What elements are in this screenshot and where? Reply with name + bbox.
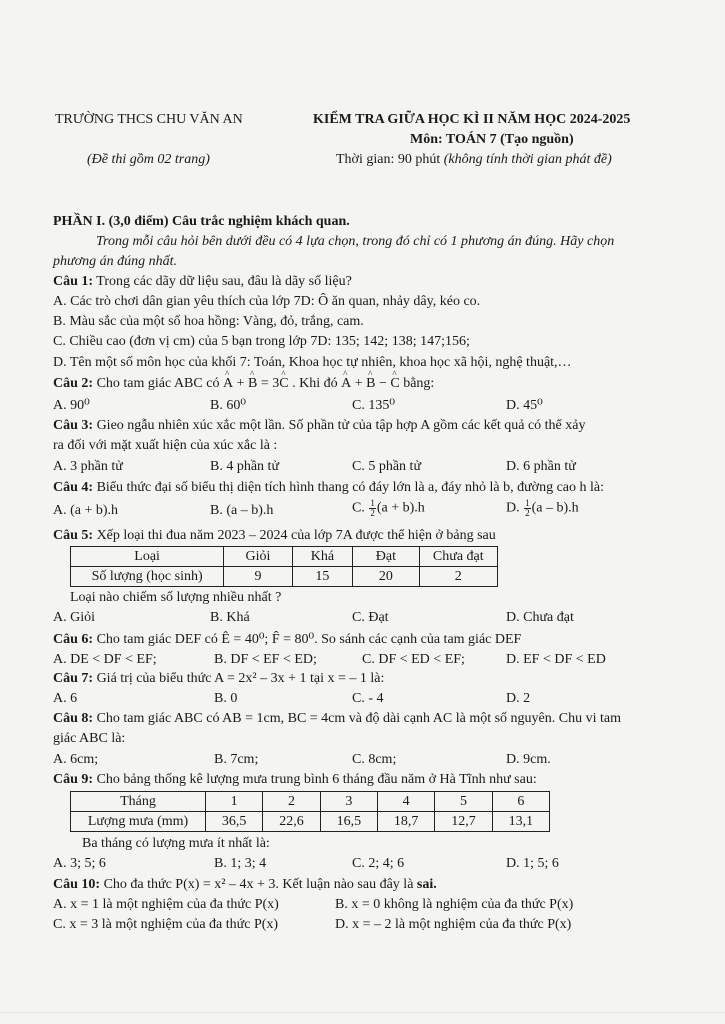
q4-option-b: B. (a – b).h xyxy=(210,503,274,518)
q3-option-b: B. 4 phần tử xyxy=(210,459,280,474)
question-label: Câu 1: xyxy=(53,274,94,289)
angle-c: ^ C xyxy=(279,376,288,392)
table-cell: Loại xyxy=(71,547,224,567)
q6-option-a: A. DE < DF < EF; xyxy=(53,652,157,667)
section-title: PHẦN I. (3,0 điểm) Câu trắc nghiệm khách quan. xyxy=(53,214,350,229)
table-cell: 2 xyxy=(263,792,320,812)
q6-option-d: D. EF < DF < ED xyxy=(506,652,606,667)
table-cell: 22,6 xyxy=(263,812,320,832)
angle-c: ^ C xyxy=(390,376,399,392)
page-edge-line xyxy=(0,1012,725,1013)
time-info xyxy=(336,152,612,168)
q5-option-d: D. Chưa đạt xyxy=(506,610,574,625)
table-cell: 13,1 xyxy=(492,812,549,832)
q8-option-b: B. 7cm; xyxy=(214,752,259,767)
q1-option-d: D. Tên một số môn học của khối 7: Toán, Khoa học tự nhiên, khoa học xã hội, nghệ thuật,… xyxy=(53,355,572,370)
question-8-cont: giác ABC là: xyxy=(53,731,126,746)
q2-option-d: D. 45⁰ xyxy=(506,398,543,413)
table-cell: Lượng mưa (mm) xyxy=(71,812,206,832)
table-cell: Tháng xyxy=(71,792,206,812)
question-2: Câu 2: Cho tam giác ABC có ^ A + ^ B = 3^ C . Khi đó ^ A + ^ B − ^ C bằng: xyxy=(53,376,434,392)
q8-option-a: A. 6cm; xyxy=(53,752,99,767)
question-text: Cho tam giác ABC có AB = 1cm, BC = 4cm và độ dài cạnh AC là một số nguyên. Chu vi tam xyxy=(93,711,621,726)
q5-option-a: A. Giỏi xyxy=(53,610,95,625)
table-cell: 15 xyxy=(292,567,353,587)
question-1 xyxy=(53,274,352,290)
table-cell: 20 xyxy=(353,567,419,587)
table-cell: 4 xyxy=(377,792,434,812)
table-cell: 16,5 xyxy=(320,812,377,832)
table-cell: 12,7 xyxy=(435,812,492,832)
table-cell: 1 xyxy=(206,792,263,812)
q9-option-b: B. 1; 3; 4 xyxy=(214,856,267,871)
q4-option-d: D. $\frac{1}{2}$ (a – b).h xyxy=(506,498,579,518)
q1-option-a: A. Các trò chơi dân gian yêu thích của lớp 7D: Ô ăn quan, nhảy dây, kéo co. xyxy=(53,294,481,309)
question-text: Giá trị của biểu thức A = 2x² – 3x + 1 tại x = – 1 là: xyxy=(93,671,385,686)
table-cell: 36,5 xyxy=(206,812,263,832)
question-label: Câu 6: xyxy=(53,632,94,647)
question-label: Câu 8: xyxy=(53,711,94,726)
time-note: (không tính thời gian phát đề) xyxy=(443,152,612,167)
fraction: $\frac{1}{2}$ xyxy=(370,498,375,518)
q9-option-a: A. 3; 5; 6 xyxy=(53,856,106,871)
q3-option-c: C. 5 phần tử xyxy=(352,459,422,474)
table-row xyxy=(71,547,498,567)
question-label: Câu 4: xyxy=(53,480,94,495)
question-5 xyxy=(53,528,496,544)
q1-option-b: B. Màu sắc của một số hoa hồng: Vàng, đỏ, trắng, cam. xyxy=(53,314,364,329)
table-cell: 2 xyxy=(419,567,497,587)
question-label: Câu 9: xyxy=(53,772,94,787)
q6-option-c: C. DF < ED < EF; xyxy=(362,652,465,667)
q3-option-a: A. 3 phần tử xyxy=(53,459,123,474)
q10-option-b: B. x = 0 không là nghiệm của đa thức P(x) xyxy=(335,897,574,912)
q9-option-d: D. 1; 5; 6 xyxy=(506,856,559,871)
question-label: Câu 5: xyxy=(53,528,94,543)
question-7 xyxy=(53,671,384,687)
instruction-line-1: Trong mỗi câu hỏi bên dưới đều có 4 lựa chọn, trong đó chỉ có 1 phương án đúng. Hãy chọn xyxy=(96,234,615,249)
question-label: Câu 2: xyxy=(53,376,94,391)
question-3 xyxy=(53,418,585,434)
q4-option-c: C. $\frac{1}{2}$ (a + b).h xyxy=(352,498,425,518)
question-text: Biểu thức đại số biểu thị diện tích hình thang có đáy lớn là a, đáy nhỏ là b, đường cao h là: xyxy=(93,480,604,495)
question-text: Trong các dãy dữ liệu sau, đâu là dãy số liệu? xyxy=(93,274,352,289)
table-cell: Đạt xyxy=(353,547,419,567)
rating-table xyxy=(70,546,498,587)
q2-option-a: A. 90⁰ xyxy=(53,398,90,413)
question-text: Xếp loại thi đua năm 2023 – 2024 của lớp 7A được thể hiện ở bảng sau xyxy=(93,528,496,543)
table-row xyxy=(71,812,550,832)
table-cell: Chưa đạt xyxy=(419,547,497,567)
table-cell: 18,7 xyxy=(377,812,434,832)
question-text: Cho bảng thống kê lượng mưa trung bình 6 tháng đầu năm ở Hà Tĩnh như sau: xyxy=(93,772,537,787)
question-text: Cho tam giác DEF có Ê = 40⁰; F̂ = 80⁰. So sánh các cạnh của tam giác DEF xyxy=(93,632,522,647)
q8-option-c: C. 8cm; xyxy=(352,752,397,767)
table-cell: Số lượng (học sinh) xyxy=(71,567,224,587)
rainfall-table xyxy=(70,791,550,832)
table-cell: Giỏi xyxy=(224,547,292,567)
q5-option-b: B. Khá xyxy=(210,610,250,625)
instruction-line-2: phương án đúng nhất. xyxy=(53,254,177,269)
table-cell: 3 xyxy=(320,792,377,812)
question-label: Câu 10: xyxy=(53,877,101,892)
q4-option-a: A. (a + b).h xyxy=(53,503,119,518)
q7-option-c: C. - 4 xyxy=(352,691,384,706)
time-label: Thời gian: 90 phút xyxy=(336,152,441,167)
question-text: Cho đa thức P(x) = x² – 4x + 3. Kết luận nào sau đây là xyxy=(100,877,417,892)
q8-option-d: D. 9cm. xyxy=(506,752,551,767)
table-cell: 5 xyxy=(435,792,492,812)
question-9 xyxy=(53,772,537,788)
q10-option-c: C. x = 3 là một nghiệm của đa thức P(x) xyxy=(53,917,279,932)
subject: Môn: TOÁN 7 (Tạo nguồn) xyxy=(410,132,574,147)
table-row xyxy=(71,567,498,587)
school-name: TRƯỜNG THCS CHU VĂN AN xyxy=(55,112,243,127)
question-3-cont: ra đối với mặt xuất hiện của xúc xắc là : xyxy=(53,438,278,453)
q10-option-d: D. x = – 2 là một nghiệm của đa thức P(x) xyxy=(335,917,572,932)
emphasis-word: sai. xyxy=(416,877,437,892)
q9-option-c: C. 2; 4; 6 xyxy=(352,856,405,871)
angle-b: ^ B xyxy=(366,376,375,392)
question-label: Câu 3: xyxy=(53,418,94,433)
q9-prompt: Ba tháng có lượng mưa ít nhất là: xyxy=(82,836,270,851)
q6-option-b: B. DF < EF < ED; xyxy=(214,652,317,667)
question-8 xyxy=(53,711,621,727)
table-cell: Khá xyxy=(292,547,353,567)
pages-note: (Đề thi gồm 02 trang) xyxy=(87,152,210,167)
angle-a: ^ A xyxy=(341,376,351,392)
exam-title: KIỂM TRA GIỮA HỌC KÌ II NĂM HỌC 2024-2025 xyxy=(313,112,631,127)
q2-option-c: C. 135⁰ xyxy=(352,398,395,413)
table-cell: 6 xyxy=(492,792,549,812)
q1-option-c: C. Chiều cao (đơn vị cm) của 5 bạn trong lớp 7D: 135; 142; 138; 147;156; xyxy=(53,334,470,349)
q10-option-a: A. x = 1 là một nghiệm của đa thức P(x) xyxy=(53,897,279,912)
question-4 xyxy=(53,480,604,496)
q7-option-b: B. 0 xyxy=(214,691,238,706)
q5-prompt: Loại nào chiếm số lượng nhiều nhất ? xyxy=(70,590,282,605)
table-cell: 9 xyxy=(224,567,292,587)
angle-a: ^ A xyxy=(223,376,233,392)
angle-b: ^ B xyxy=(248,376,257,392)
q2-option-b: B. 60⁰ xyxy=(210,398,246,413)
question-text: Gieo ngẫu nhiên xúc xắc một lần. Số phần tử của tập hợp A gồm các kết quả có thể xảy xyxy=(93,418,586,433)
question-label: Câu 7: xyxy=(53,671,94,686)
q5-option-c: C. Đạt xyxy=(352,610,389,625)
question-10 xyxy=(53,877,437,893)
question-6 xyxy=(53,631,521,648)
q7-option-d: D. 2 xyxy=(506,691,531,706)
fraction: $\frac{1}{2}$ xyxy=(525,498,530,518)
table-row xyxy=(71,792,550,812)
q3-option-d: D. 6 phần tử xyxy=(506,459,576,474)
q7-option-a: A. 6 xyxy=(53,691,78,706)
